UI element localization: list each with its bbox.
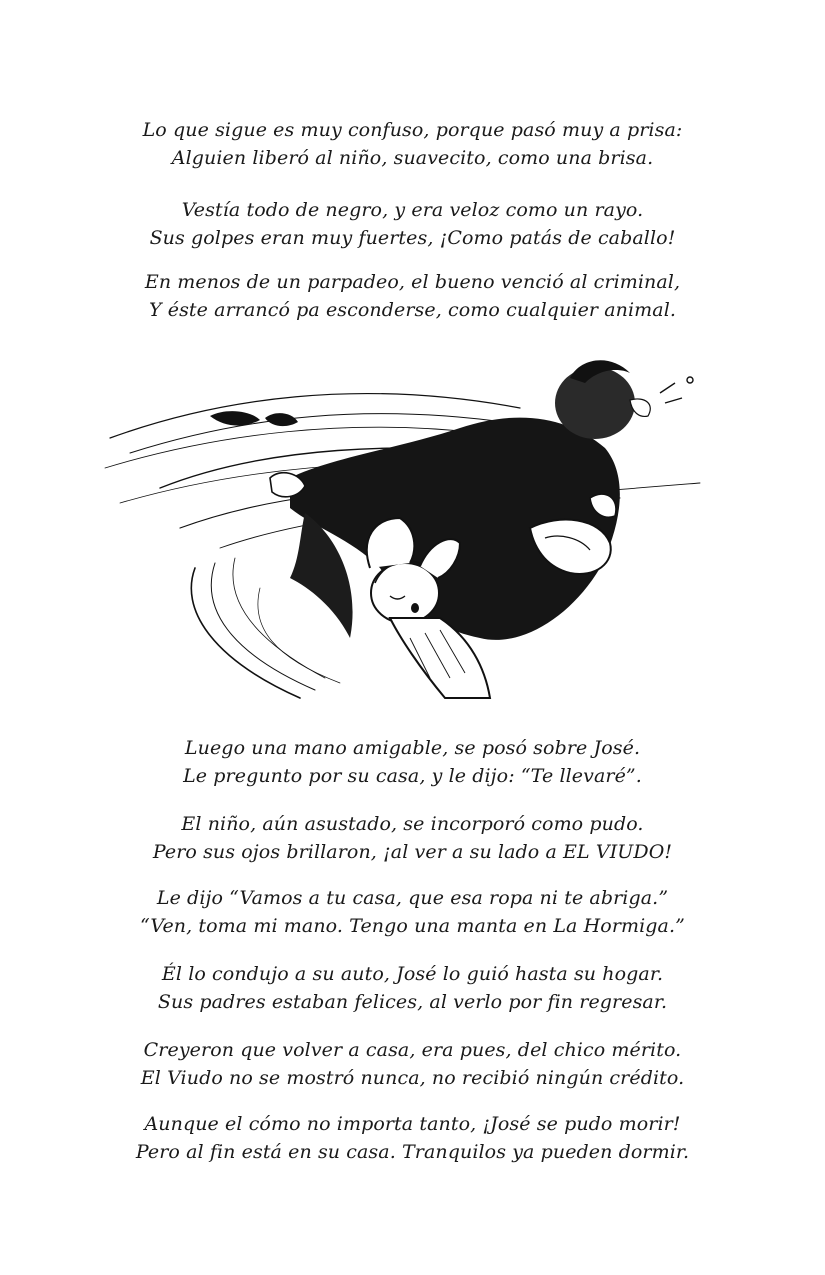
verse-line: Pero sus ojos brillaron, ¡al ver a su lado a EL VIUDO! [152, 841, 673, 863]
verse-line: Luego una mano amigable, se posó sobre José. [184, 737, 641, 759]
stanza-1 [0, 116, 825, 172]
stanza-8 [0, 1036, 825, 1092]
stanza-9 [0, 1110, 825, 1166]
verse-line: Pero al fin está en su casa. Tranquilos ya pueden dormir. [135, 1141, 690, 1163]
stanza-4 [0, 734, 825, 790]
verse-line: Y éste arrancó pa esconderse, como cualquier animal. [148, 299, 677, 321]
stanza-2 [0, 196, 825, 252]
verse-line: Aunque el cómo no importa tanto, ¡José se pudo morir! [144, 1113, 681, 1135]
verse-line: El niño, aún asustado, se incorporó como pudo. [181, 813, 644, 835]
stanza-5 [0, 810, 825, 866]
story-illustration [100, 338, 720, 708]
stanza-3 [0, 268, 825, 324]
verse-line: “Ven, toma mi mano. Tengo una manta en La Hormiga.” [140, 915, 685, 937]
verse-line: El Viudo no se mostró nunca, no recibió ningún crédito. [140, 1067, 685, 1089]
verse-line: En menos de un parpadeo, el bueno venció al criminal, [144, 271, 681, 293]
stanza-7 [0, 960, 825, 1016]
verse-line: Le dijo “Vamos a tu casa, que esa ropa ni te abriga.” [156, 887, 669, 909]
verse-line: Sus padres estaban felices, al verlo por fin regresar. [157, 991, 668, 1013]
stanza-6 [0, 884, 825, 940]
verse-line: Lo que sigue es muy confuso, porque pasó muy a prisa: [142, 119, 683, 141]
verse-line: Vestía todo de negro, y era veloz como un rayo. [181, 199, 644, 221]
verse-line: Sus golpes eran muy fuertes, ¡Como patás de caballo! [149, 227, 676, 249]
verse-line: Alguien liberó al niño, suavecito, como una brisa. [171, 147, 654, 169]
verse-line: Le pregunto por su casa, y le dijo: “Te llevaré”. [183, 765, 642, 787]
illustration-drawing [100, 338, 720, 708]
verse-line: Creyeron que volver a casa, era pues, del chico mérito. [143, 1039, 682, 1061]
verse-line: Él lo condujo a su auto, José lo guió hasta su hogar. [161, 963, 664, 985]
